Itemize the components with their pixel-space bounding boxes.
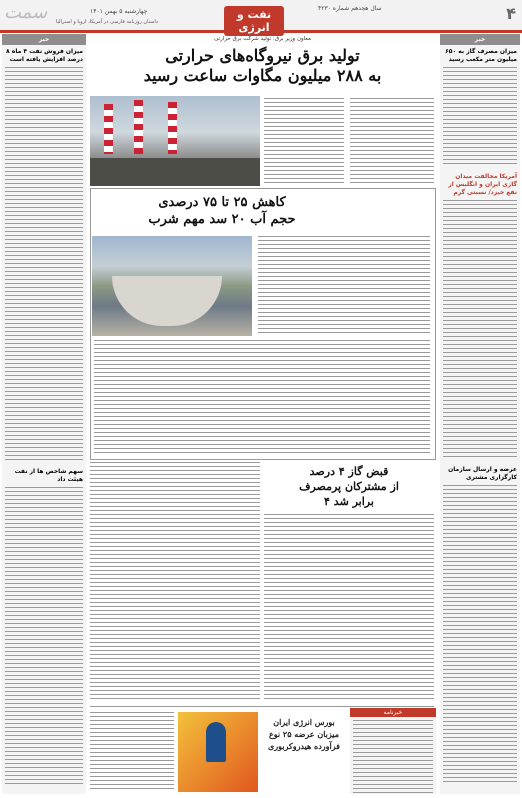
dam-wall-shape xyxy=(112,276,222,326)
bottom-box xyxy=(350,708,436,794)
right-item3-title: عرضه و ارسال سازمان کارگزاری مشتری xyxy=(448,466,517,481)
chimney-shape xyxy=(168,102,177,154)
power-plant-photo xyxy=(90,96,260,186)
ad-title-line2: میزبان عرضه ۲۵ نوع xyxy=(268,729,339,739)
left-item1-body xyxy=(5,67,83,462)
right-column-label: خبر xyxy=(440,34,520,45)
lead-title-line2: به ۲۸۸ میلیون مگاوات ساعت رسید xyxy=(143,66,382,85)
story2-title xyxy=(92,194,352,228)
story3-title-line1: قبض گاز ۴ درصد xyxy=(309,465,389,478)
bottom-box-body xyxy=(353,720,433,796)
bottom-body-left xyxy=(90,712,174,792)
story2-title-line2: حجم آب ۲۰ سد مهم شرب xyxy=(148,212,296,227)
left-item2-title: سهم شاخص ها از نفت هیئت داد xyxy=(14,468,83,483)
energy-exchange-ad-image xyxy=(178,712,258,792)
dateline: چهارشنبه ۵ بهمن ۱۴۰۱ xyxy=(90,8,148,15)
issue-number: سال هجدهم شماره ۴۲۳۰ xyxy=(318,5,382,12)
plant-ground xyxy=(90,158,260,186)
left-item1-title: میزان فروش نفت ۴ ماه ۸ درصد افزایش یافته است xyxy=(6,48,83,63)
story3-title-line2: از مشترکان پرمصرف xyxy=(299,480,399,493)
left-column-label: خبر xyxy=(2,34,86,45)
story3-title xyxy=(264,464,434,509)
lead-title xyxy=(90,46,435,86)
lead-kicker: معاون وزیر برق: تولید شرکت برق حرارتی xyxy=(214,36,311,42)
lead-body-col2 xyxy=(350,98,434,184)
story3-body-right xyxy=(264,514,434,702)
story2-body-upper xyxy=(258,236,430,336)
divider xyxy=(90,706,434,707)
lead-body-col1 xyxy=(264,98,344,184)
right-item3-body xyxy=(443,485,517,785)
chimney-shape xyxy=(134,100,143,154)
section-title: نفت و انرژی xyxy=(224,6,284,36)
left-item2-body xyxy=(5,487,83,787)
story3-body-left xyxy=(90,462,260,702)
dam-photo xyxy=(92,236,252,336)
ad-title xyxy=(262,716,346,752)
page-number: ۴ xyxy=(506,4,516,23)
bottom-box-label: خبرنامه xyxy=(350,708,436,717)
story3-title-line3: ۴ برابر شد xyxy=(324,495,374,508)
right-column xyxy=(440,34,520,794)
ad-title-line3: فرآورده هیدروکربوری xyxy=(268,741,340,751)
chimney-shape xyxy=(104,104,113,154)
lead-title-line1: تولید برق نیروگاه‌های حرارتی xyxy=(165,46,360,65)
newspaper-logo: سمت xyxy=(4,2,48,23)
header-subtitle: داستان روزنامه فارسی در آمریکا، اروپا و استرالیا xyxy=(56,19,158,25)
right-item2-title: آمریکا مخالفت میدان گازی ایران و انگلیس از نفع خیزد/ نسبتی گرم xyxy=(448,173,517,196)
story2-title-line1: کاهش ۲۵ تا ۷۵ درصدی xyxy=(158,195,286,210)
story2-body-lower xyxy=(94,340,430,454)
drop-icon xyxy=(206,722,226,762)
right-item1-title: میزان مصرف گاز به ۶۵۰ میلیون متر مکعب رسید xyxy=(445,48,517,63)
right-item1-body xyxy=(443,67,517,167)
left-column xyxy=(2,34,86,794)
ad-title-line1: بورس انرژی ایران xyxy=(273,717,335,727)
right-item2-body xyxy=(443,200,517,460)
